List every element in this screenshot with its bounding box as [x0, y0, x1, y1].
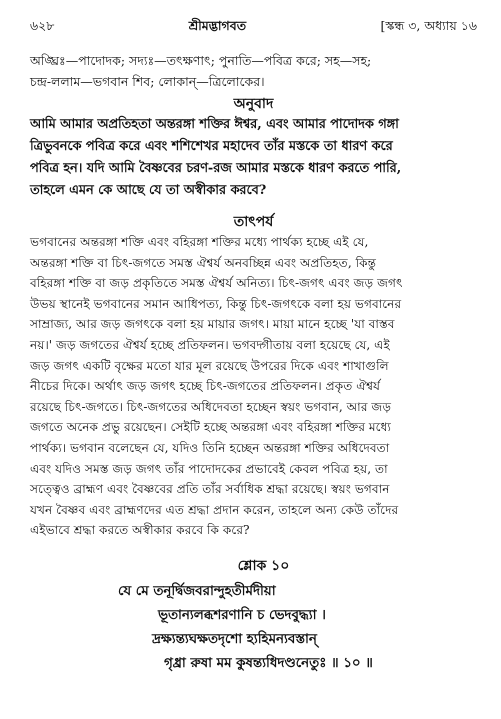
book-title: শ্রীমদ্ভাগবত — [188, 18, 247, 33]
purport-heading: তাৎপর্য — [233, 214, 274, 230]
page-number: ৬২৮ — [30, 18, 55, 33]
purport-line: জগতে অনেক প্রভু রয়েছেন। সেইটি হচ্ছে অন্তরঙ্গা এবং বহিরঙ্গা শক্তির মধ্যে — [30, 420, 391, 435]
verse-label: শ্লোক ১০ — [237, 557, 290, 574]
translation-body — [30, 114, 477, 202]
purport-body — [30, 232, 477, 541]
verse-line: ভূতান্যলব্ধশরণানি চ ভেদবুদ্ধ্যা । — [158, 606, 326, 623]
purport-line: নয়।' জড় জগতের ঐশ্বর্য হচ্ছে প্রতিফলন। ভগবদ্গীতায় বলা হয়েছে যে, এই — [30, 337, 390, 352]
page-header — [30, 18, 477, 34]
word-meanings-line: চন্দ্র-ললাম—ভগবান শিব; লোকান্—ত্রিলোকের। — [30, 74, 265, 89]
verse-line: দ্রক্ষ্যন্ত্যঘক্ষতদৃশো হ্যহিমন্যবস্তান্ — [152, 630, 317, 647]
translation-line: পবিত্র হন। যদি আমি বৈষ্ণবের চরণ-রজ আমার মস্তকে ধারণ করতে পারি, — [30, 161, 402, 176]
translation-line: আমি আমার অপ্রতিহতা অন্তরঙ্গা শক্তির ঈশ্বর, এবং আমার পাদোদক গঙ্গা — [30, 117, 399, 132]
translation-line: তাহলে এমন কে আছে যে তা অস্বীকার করবে? — [30, 183, 267, 198]
sanskrit-verse — [30, 579, 477, 675]
translation-line: ত্রিভুবনকে পবিত্র করে এবং শশিশেখর মহাদেব তাঁর মস্তকে তা ধারণ করে — [30, 139, 393, 154]
translation-heading: অনুবাদ — [233, 96, 274, 112]
purport-line: জড় জগৎ একটি বৃক্ষের মতো যার মূল রয়েছে উপরের দিকে এবং শাখাগুলি — [30, 358, 389, 373]
chapter-reference: [স্কন্ধ ৩, অধ্যায় ১৬ — [380, 18, 477, 33]
word-meanings-line: অঙ্ঘ্রিঃ—পাদোদক; সদ্যঃ—তৎক্ষণাৎ; পুনাতি—পবিত্র করে; সহ—সহ; — [30, 53, 372, 68]
purport-line: উভয় স্থানেই ভগবানের সমান আধিপত্য, কিন্তু চিৎ-জগৎকে বলা হয় ভগবানের — [30, 296, 402, 311]
purport-line: যখন বৈষ্ণব এবং ব্রাহ্মণদের এত শ্রদ্ধা প্রদান করেন, তাহলে অন্য কেউ তাঁদের — [30, 502, 399, 517]
purport-line: নীচের দিকে। অর্থাৎ জড় জগৎ হচ্ছে চিৎ-জগতের প্রতিফলন। প্রকৃত ঐশ্বর্য — [30, 379, 381, 394]
purport-line: রয়েছে চিৎ-জগতে। চিৎ-জগতের অধিদেবতা হচ্ছেন স্বয়ং ভগবান, আর জড় — [30, 399, 392, 414]
purport-line: বহিরঙ্গা শক্তি বা জড় প্রকৃতিতে সমস্ত ঐশ্বর্য অনিত্য। চিৎ-জগৎ এবং জড় জগৎ — [30, 276, 403, 291]
purport-line: সাম্রাজ্য, আর জড় জগৎকে বলা হয় মায়ার জগৎ। মায়া মানে হচ্ছে 'যা বাস্তব — [30, 317, 395, 332]
purport-line: পার্থক্য। ভগবান বলেছেন যে, যদিও তিনি হচ্ছেন অন্তরঙ্গা শক্তির অধিদেবতা — [30, 440, 390, 455]
purport-line: ভগবানের অন্তরঙ্গা শক্তি এবং বহিরঙ্গা শক্তির মধ্যে পার্থক্য হচ্ছে এই যে, — [30, 235, 369, 249]
verse-line: যে মে তনূর্দ্বিজবরান্দুহতীর্মদীয়া — [118, 582, 276, 599]
word-meanings — [30, 50, 477, 92]
purport-line: সত্ত্বেও ব্রাহ্মণ এবং বৈষ্ণবের প্রতি তাঁর সর্বাধিক শ্রদ্ধা রয়েছে। স্বয়ং ভগবান — [30, 482, 390, 497]
purport-line: এইভাবে শ্রদ্ধা করতে অস্বীকার করবে কি করে? — [30, 523, 250, 538]
verse-line: গৃধ্রা রুষা মম কুষন্ত্যধিদণ্ডনেতুঃ ॥ ১০ ॥ — [164, 654, 373, 671]
purport-line: অন্তরঙ্গা শক্তি বা চিৎ-জগতে সমস্ত ঐশ্বর্য অনবচ্ছিন্ন এবং অপ্রতিহত, কিন্তু — [30, 255, 376, 270]
purport-line: এবং যদিও সমস্ত জড় জগৎ তাঁর পাদোদকের প্রভাবেই কেবল পবিত্র হয়, তা — [30, 461, 388, 476]
